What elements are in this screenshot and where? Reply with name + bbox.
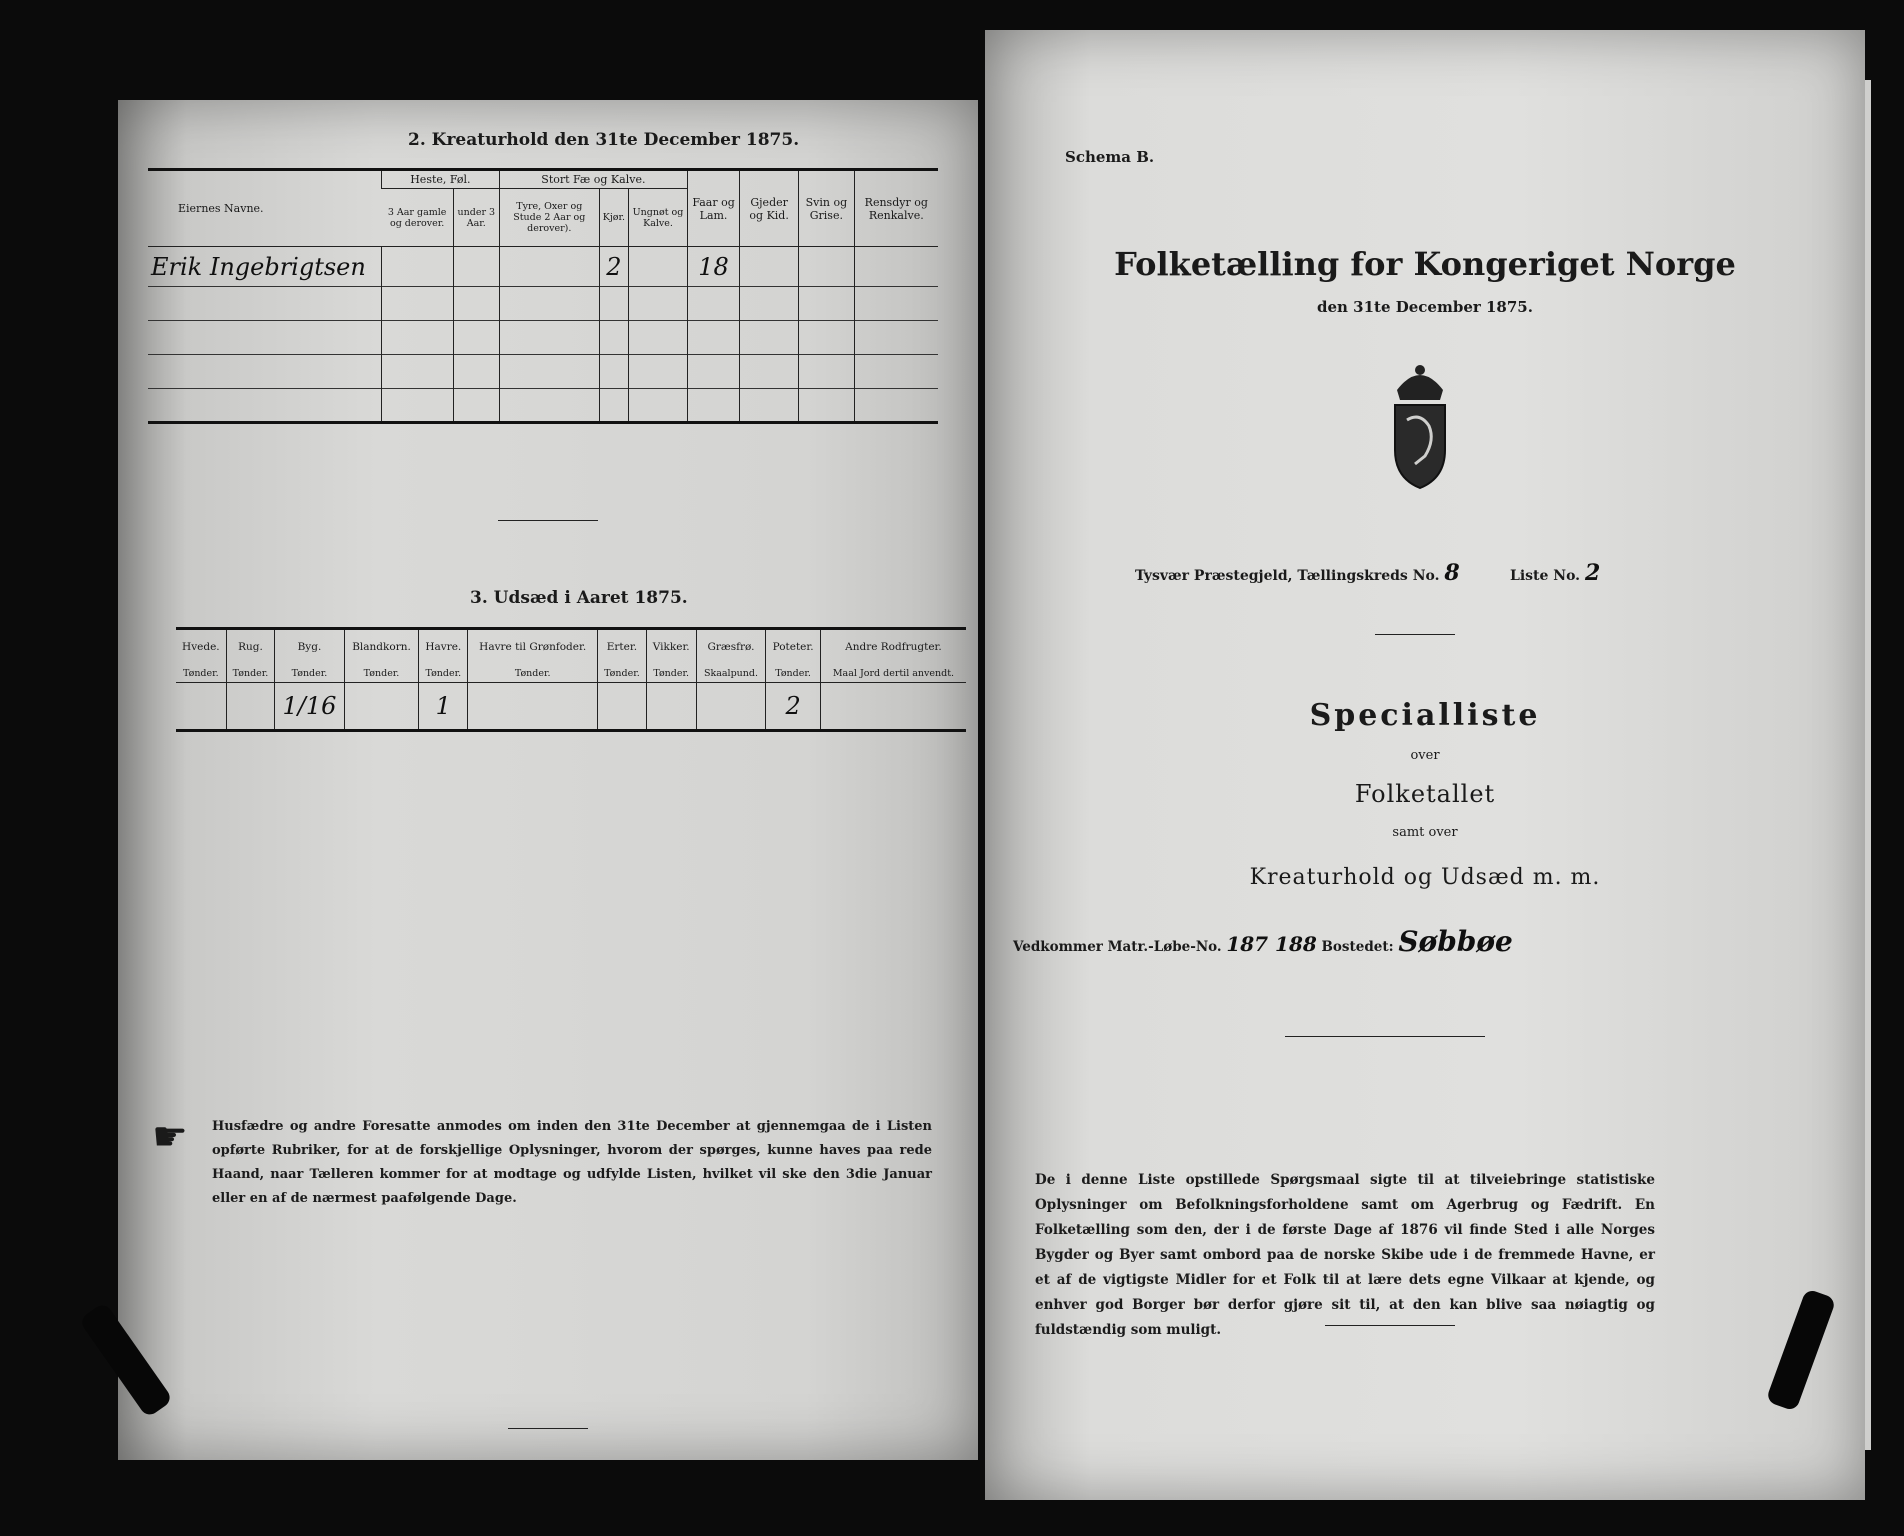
left-page [118,100,978,1460]
norway-coat-of-arms-icon [1385,360,1455,490]
group-horses: Heste, Føl. [382,170,500,189]
cell [854,247,938,287]
over-text: over [1410,748,1440,763]
cell: 18 [687,247,739,287]
owner-header: Eiernes Navne. [148,170,382,247]
table-row [148,389,938,423]
group-cattle: Stort Fæ og Kalve. [499,170,687,189]
sowing-cell [820,683,966,731]
sowing-col-unit: Tønder. [344,665,419,683]
section-2-title: 2. Kreaturhold den 31te December 1875. [408,130,800,150]
sowing-cell: 1 [419,683,468,731]
folketallet-title: Folketallet [1354,780,1496,808]
sowing-cell [696,683,766,731]
sowing-col-name: Byg. [275,629,344,665]
list-number: 2 [1584,560,1601,586]
schema-label: Schema B. [1065,148,1155,166]
table-row [148,247,938,287]
matr-line [1013,925,1513,958]
cell [629,247,688,287]
table-row [148,355,938,389]
sowing-col-name: Poteter. [766,629,821,665]
sowing-col-unit: Tønder. [766,665,821,683]
sowing-cell [598,683,647,731]
parish-name: Tysvær Præstegjeld, [1135,568,1293,584]
matr-label: Vedkommer Matr.-Løbe-No. [1013,939,1222,955]
divider [498,520,598,521]
bosted-label: Bostedet: [1321,939,1394,955]
list-label: Liste No. [1510,568,1581,584]
livestock-table [148,168,938,424]
col-goats: Gjeder og Kid. [740,170,799,247]
table-row [148,287,938,321]
sowing-cell [176,683,226,731]
col-horses-3y: 3 Aar gamle og derover. [382,189,454,247]
table-row [176,683,966,731]
census-date: den 31te December 1875. [1317,298,1533,316]
divider [1325,1325,1455,1326]
sowing-col-name: Erter. [598,629,647,665]
notice-text: Husfædre og andre Foresatte anmodes om inden den 31te December at gjennemgaa de i Listen opførte Rubriker, for at de forskjellige Oplysninger, hvorom der spørges, kunne haves paa rede Haand, naar Tælleren kommer for at modtage og udfylde Listen, hvilket vil ske den 3die Januar eller en af de nærmest paafølgende Dage. [212,1119,932,1206]
section-3-title: 3. Udsæd i Aaret 1875. [470,588,688,608]
sowing-cell [646,683,696,731]
sowing-col-unit: Maal Jord dertil anvendt. [820,665,966,683]
sowing-col-unit: Tønder. [419,665,468,683]
cell: 2 [599,247,628,287]
col-pigs: Svin og Grise. [799,170,854,247]
cell [499,247,599,287]
sowing-cell: 1/16 [275,683,344,731]
col-bulls: Tyre, Oxer og Stude 2 Aar og derover). [499,189,599,247]
sowing-cell [344,683,419,731]
sowing-col-name: Andre Rodfrugter. [820,629,966,665]
cell [453,247,499,287]
parish-line [1135,560,1460,586]
sowing-col-unit: Tønder. [183,667,219,679]
right-page [985,30,1865,1500]
bosted-value: Søbbøe [1398,925,1513,958]
sowing-col-unit: Tønder. [226,665,275,683]
sowing-col-unit: Skaalpund. [696,665,766,683]
census-title: Folketælling for Kongeriget Norge [1114,245,1736,283]
divider [508,1428,588,1429]
district-number: 8 [1444,560,1460,586]
intro-paragraph: De i denne Liste opstillede Spørgsmaal sigte til at tilveiebringe statistiske Oplysninger om Befolkningsforholdene samt om Agerbrug og Fædrift. En Folketælling som den, der i de første Dage af 1876 vil finde Sted i alle Norges Bygder og Byer samt ombord paa de norske Skibe ude i de fremmede Havne, er et af de vigtigste Midler for et Folk til at lære dets egne Vilkaar at kjende, og enhver god Borger bør derfor gjøre sit til, at den kan blive saa nøiagtig og fuldstændig som muligt. [1035,1172,1655,1338]
col-sheep: Faar og Lam. [687,170,739,247]
district-label: Tællingskreds No. [1297,568,1440,584]
sowing-col-name: Vikker. [646,629,696,665]
special-title: Specialliste [1309,698,1541,733]
sowing-col-unit: Tønder. [468,665,598,683]
sowing-cell: 2 [766,683,821,731]
sowing-col-unit: Tønder. [275,665,344,683]
table-row [148,321,938,355]
cell [799,247,854,287]
sowing-table [176,627,966,732]
samt-over-text: samt over [1392,825,1458,840]
sowing-col-unit: Tønder. [598,665,647,683]
divider [1375,634,1455,635]
sowing-cell [226,683,275,731]
sowing-col-name: Blandkorn. [344,629,419,665]
sowing-col-unit: Tønder. [646,665,696,683]
kreaturhold-title: Kreaturhold og Udsæd m. m. [1249,865,1601,890]
sowing-col-name: Havre til Grønfoder. [468,629,598,665]
sowing-col-name: Græsfrø. [696,629,766,665]
sowing-cell [468,683,598,731]
list-line [1510,560,1600,586]
divider [1285,1036,1485,1037]
sowing-col-name: Rug. [226,629,275,665]
col-cows: Kjør. [599,189,628,247]
col-horses-under3: under 3 Aar. [453,189,499,247]
matr-number: 187 188 [1226,932,1317,956]
cell [740,247,799,287]
sowing-col-name: Havre. [419,629,468,665]
col-calves: Ungnøt og Kalve. [629,189,688,247]
cell [382,247,454,287]
pointing-hand-icon: ☛ [152,1114,188,1160]
col-reindeer: Rensdyr og Renkalve. [854,170,938,247]
sowing-col-name: Hvede. [176,629,226,665]
owner-name: Erik Ingebrigtsen [148,247,382,287]
